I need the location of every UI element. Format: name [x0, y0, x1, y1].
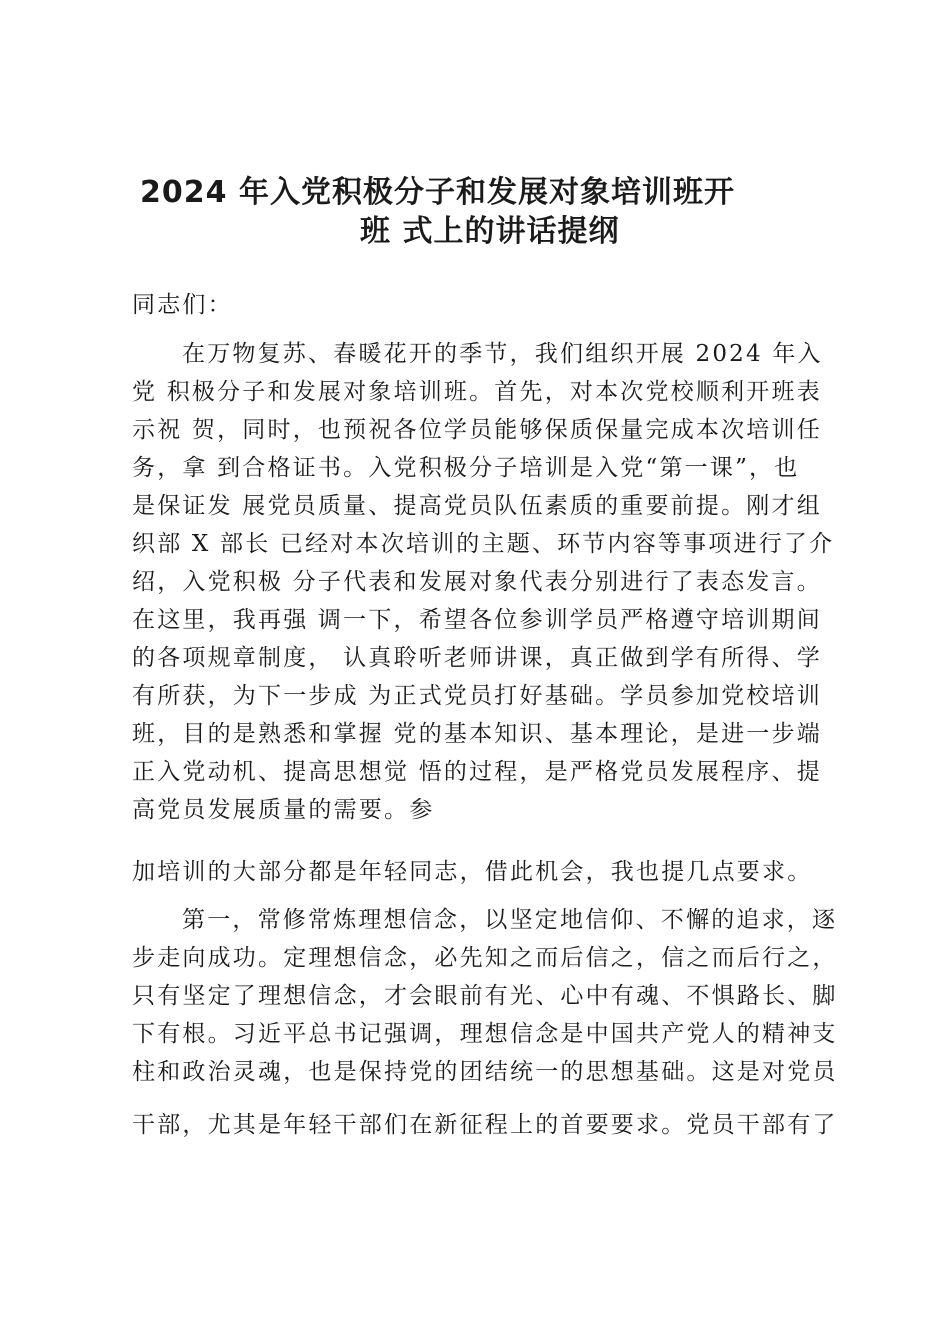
body-line-4: 务，拿 到合格证书。入党积极分子培训是入党“第一课”，也: [132, 455, 800, 481]
body-line-15: 第一，常修常炼理想信念，以坚定地信仰、不懈的追求，逐: [182, 907, 838, 933]
greeting: 同志们：: [132, 292, 233, 318]
body-line-1: 在万物复苏、春暖花开的季节，我们组织开展 2024 年入: [182, 341, 823, 367]
body-line-18: 下有根。习近平总书记强调，理想信念是中国共产党人的精神支: [132, 1021, 838, 1047]
body-line-9: 的各项规章制度， 认真聆听老师讲课，真正做到学有所得、学: [132, 645, 822, 671]
body-line-20: 干部，尤其是年轻干部们在新征程上的首要要求。党员干部有了: [132, 1112, 838, 1138]
body-line-6: 织部 X 部长 已经对本次培训的主题、环节内容等事项进行了介: [132, 531, 835, 557]
body-line-10: 有所获，为下一步成 为正式党员打好基础。学员参加党校培训: [132, 683, 822, 709]
document-title-line-2: 班 式上的讲话提纲: [360, 214, 620, 249]
body-line-16: 步走向成功。定理想信念，必先知之而后信之，信之而后行之，: [132, 945, 838, 971]
document-title-line-1: 2024 年入党积极分子和发展对象培训班开: [140, 175, 735, 210]
body-line-12: 正入党动机、提高思想觉 悟的过程，是严格党员发展程序、提: [132, 759, 822, 785]
body-line-8: 在这里，我再强 调一下，希望各位参训学员严格遵守培训期间: [132, 607, 822, 633]
body-line-11: 班，目的是熟悉和掌握 党的基本知识、基本理论，是进一步端: [132, 721, 822, 747]
body-line-7: 绍，入党积极 分子代表和发展对象代表分别进行了表态发言。: [132, 569, 822, 595]
body-line-17: 只有坚定了理想信念，才会眼前有光、心中有魂、不惧路长、脚: [132, 983, 838, 1009]
body-line-2: 党 积极分子和发展对象培训班。首先，对本次党校顺利开班表: [132, 379, 822, 405]
body-line-14: 加培训的大部分都是年轻同志，借此机会，我也提几点要求。: [132, 859, 813, 885]
body-line-19: 柱和政治灵魂，也是保持党的团结统一的思想基础。这是对党员: [132, 1059, 838, 1085]
body-line-13: 高党员发展质量的需要。参: [132, 797, 435, 823]
body-line-5: 是保证发 展党员质量、提高党员队伍素质的重要前提。刚才组: [132, 493, 822, 519]
body-line-3: 示祝 贺，同时，也预祝各位学员能够保质保量完成本次培训任: [132, 417, 822, 443]
